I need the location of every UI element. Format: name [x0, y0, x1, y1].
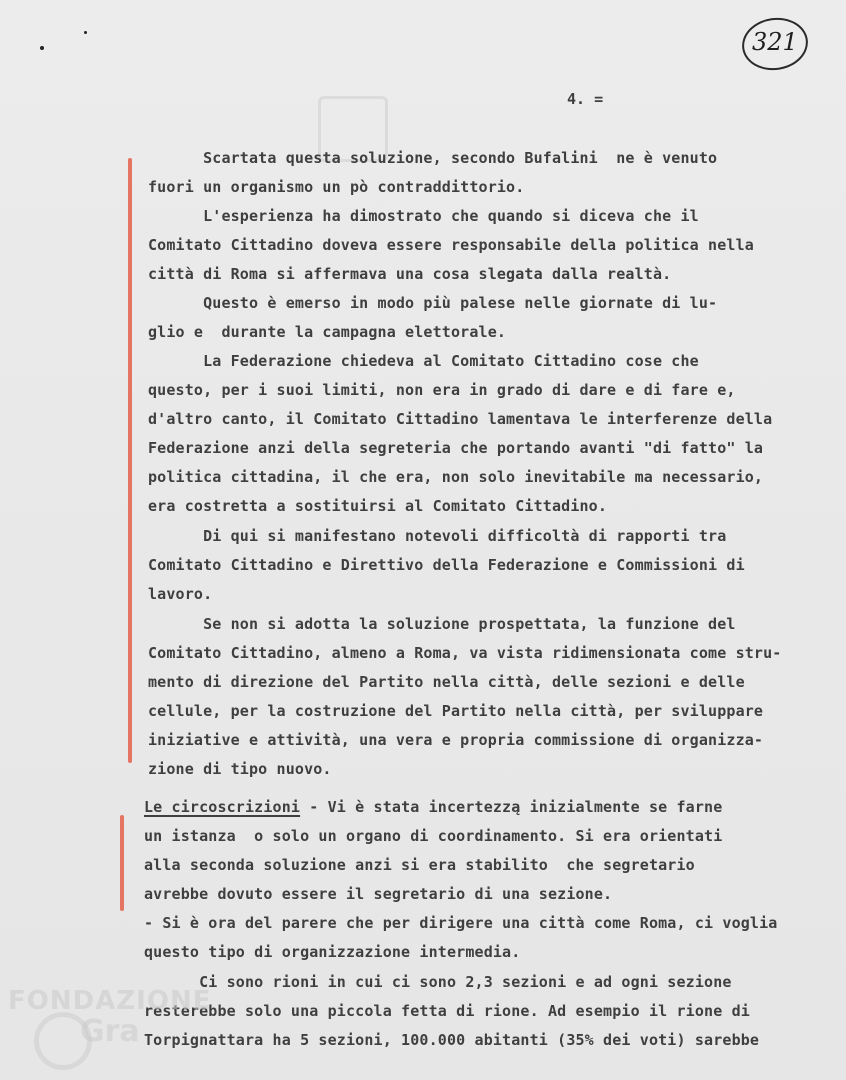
text-line: Torpignattara ha 5 sezioni, 100.000 abitanti (35% dei voti) sarebbe: [144, 1031, 760, 1049]
page-number: 4. =: [567, 90, 604, 108]
text-line: Comitato Cittadino, almeno a Roma, va vista ridimensionata come stru-: [148, 644, 782, 662]
ink-speck: [40, 46, 44, 50]
text-line: glio e durante la campagna elettorale.: [148, 323, 507, 341]
text-line: zione di tipo nuovo.: [148, 760, 332, 778]
text-line: L'esperienza ha dimostrato che quando si diceva che il: [148, 207, 699, 225]
text-line: cellule, per la costruzione del Partito nella città, per sviluppare: [148, 702, 764, 720]
text-line: Questo è emerso in modo più palese nelle giornate di lu-: [148, 294, 718, 312]
text-line: Di qui si manifestano notevoli difficoltà di rapporti tra: [148, 527, 727, 545]
text-line: La Federazione chiedeva al Comitato Cittadino cose che: [148, 352, 699, 370]
text-line: Se non si adotta la soluzione prospettata, la funzione del: [148, 615, 736, 633]
text-line: Scartata questa soluzione, secondo Bufalini ne è venuto: [148, 149, 718, 167]
text-line: resterebbe solo una piccola fetta di rione. Ad esempio il rione di: [144, 1002, 750, 1020]
text-line: d'altro canto, il Comitato Cittadino lamentava le interferenze della: [148, 410, 773, 428]
text-line: mento di direzione del Partito nella città, delle sezioni e delle: [148, 673, 745, 691]
text-line: lavoro.: [148, 585, 213, 603]
text-line: iniziative e attività, una vera e propria commissione di organizza-: [148, 731, 764, 749]
text-line: alla seconda soluzione anzi si era stabilito che segretario: [144, 856, 695, 874]
red-margin-mark: [120, 815, 124, 911]
text-line: questo, per i suoi limiti, non era in grado di dare e di fare e,: [148, 381, 736, 399]
text-line: Comitato Cittadino doveva essere responsabile della politica nella: [148, 236, 754, 254]
watermark-subtext: Gra: [80, 1014, 140, 1049]
section-first-line: [144, 798, 722, 816]
text-line: questo tipo di organizzazione intermedia.: [144, 943, 521, 961]
text-line: Comitato Cittadino e Direttivo della Federazione e Commissioni di: [148, 556, 745, 574]
red-margin-mark: [128, 158, 132, 763]
text-line: avrebbe dovuto essere il segretario di una sezione.: [144, 885, 613, 903]
watermark-text: FONDAZIONE: [8, 986, 212, 1016]
section-heading: Le circoscrizioni: [144, 798, 301, 816]
text-line: fuori un organismo un pò contraddittorio.: [148, 178, 525, 196]
text-line: politica cittadina, il che era, non solo inevitabile ma necessario,: [148, 468, 764, 486]
text-line: un istanza o solo un organo di coordinamento. Si era orientati: [144, 827, 723, 845]
text-line: Ci sono rioni in cui ci sono 2,3 sezioni e ad ogni sezione: [144, 973, 732, 991]
text-line: Federazione anzi della segreteria che portando avanti "di fatto" la: [148, 439, 764, 457]
ink-speck: [84, 31, 87, 34]
text-line: era costretta a sostituirsi al Comitato Cittadino.: [148, 497, 608, 515]
text-line: - Si è ora del parere che per dirigere una città come Roma, ci voglia: [144, 914, 778, 932]
section-first-line-text: - Vi è stata incertezzą inizialmente se farne: [300, 798, 723, 816]
folio-stamp: [742, 18, 808, 70]
text-line: città di Roma si affermava una cosa slegata dalla realtà.: [148, 265, 672, 283]
folio-number: 321: [752, 28, 798, 56]
